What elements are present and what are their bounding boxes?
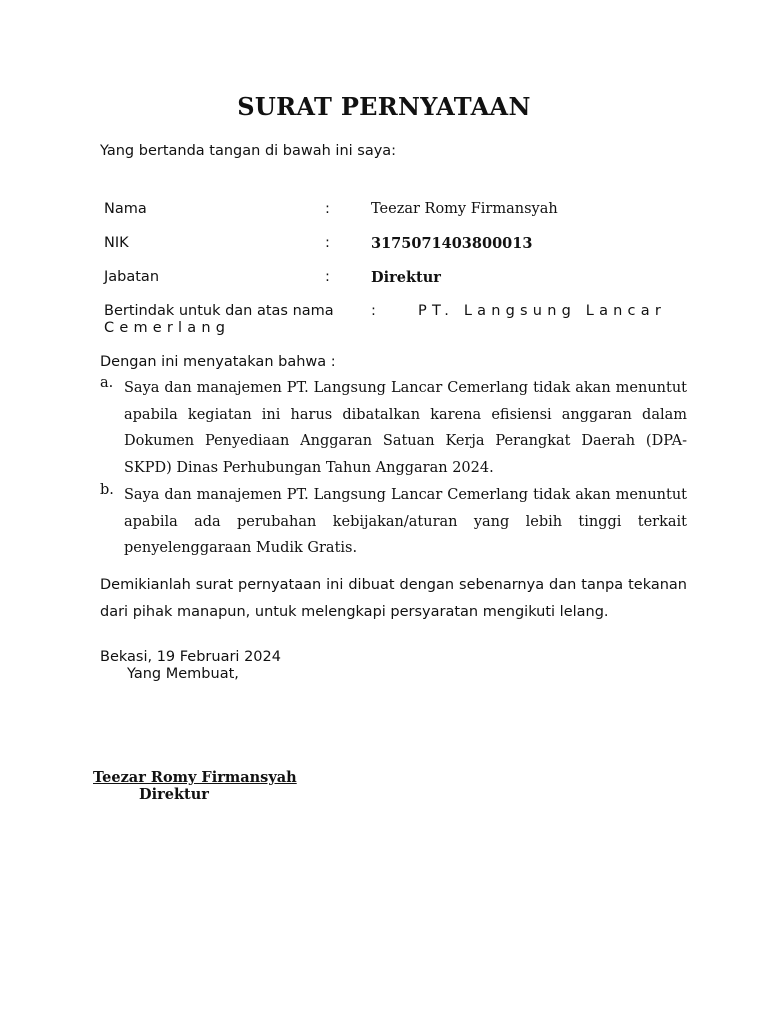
statement-marker: b. <box>100 482 114 498</box>
field-colon: : <box>371 303 376 319</box>
signer-name: Teezar Romy Firmansyah <box>93 769 297 786</box>
made-by-label: Yang Membuat, <box>127 666 239 682</box>
statement-text: Saya dan manajemen PT. Langsung Lancar Cemerlang tidak akan menuntut apabila kegiatan ini harus dibatalkan karena efisiensi anggaran dalam Dokumen Penyediaan Anggaran Satuan Kerja Perangkat Daerah (DPA-SKPD) Dinas Perhubungan Tahun Anggaran 2024. <box>124 380 687 476</box>
field-label: Jabatan <box>104 269 160 285</box>
document-title: SURAT PERNYATAAN <box>237 92 531 121</box>
place-date: Bekasi, 19 Februari 2024 <box>100 649 281 665</box>
field-colon: : <box>325 201 330 217</box>
statement-marker: a. <box>100 375 114 391</box>
field-value: Teezar Romy Firmansyah <box>371 201 558 217</box>
field-value: Direktur <box>371 269 441 286</box>
field-label: Nama <box>104 201 147 217</box>
field-colon: : <box>325 269 330 285</box>
field-value: PT. Langsung Lancar <box>418 303 666 319</box>
field-label: NIK <box>104 235 129 251</box>
statement-lead: Dengan ini menyatakan bahwa : <box>100 354 336 370</box>
signer-title: Direktur <box>139 786 209 803</box>
field-value: 3175071403800013 <box>371 235 533 252</box>
closing-paragraph: Demikianlah surat pernyataan ini dibuat dengan sebenarnya dan tanpa tekanan dari pihak manapun, untuk melengkapi persyaratan mengikuti lelang. <box>100 577 687 620</box>
field-value-continued: Cemerlang <box>104 320 231 336</box>
field-label: Bertindak untuk dan atas nama <box>104 303 334 319</box>
intro-text: Yang bertanda tangan di bawah ini saya: <box>100 143 397 159</box>
statement-text: Saya dan manajemen PT. Langsung Lancar Cemerlang tidak akan menuntut apabila ada perubahan kebijakan/aturan yang lebih tinggi terkait penyelenggaraan Mudik Gratis. <box>124 487 687 557</box>
field-colon: : <box>325 235 330 251</box>
